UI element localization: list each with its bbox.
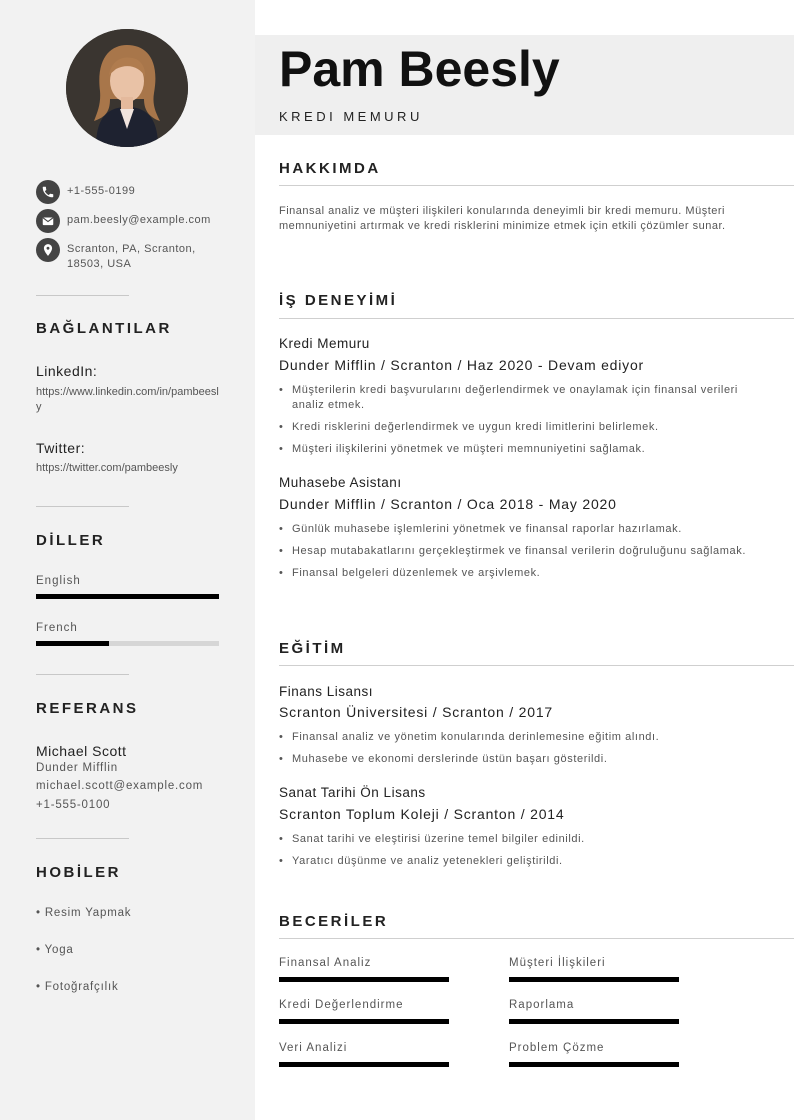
linkedin-link[interactable]: https://www.linkedin.com/in/pambeesly bbox=[36, 386, 219, 413]
phone-text: +1-555-0199 bbox=[67, 185, 136, 197]
reference-email[interactable]: michael.scott@example.com bbox=[36, 780, 204, 792]
skill-item bbox=[279, 1042, 449, 1067]
section-rule bbox=[279, 938, 794, 939]
list-item: • Müşteri ilişkilerini yönetmek ve müşteri memnuniyetini sağlamak. bbox=[279, 442, 749, 457]
skill-item bbox=[279, 957, 449, 982]
job-title: KREDI MEMURU bbox=[279, 109, 423, 124]
language-bar-english bbox=[36, 594, 219, 599]
profile-name: Pam Beesly bbox=[279, 41, 560, 97]
skill-label: Müşteri İlişkileri bbox=[509, 957, 606, 969]
list-item: • Finansal analiz ve yönetim konularında derinlemesine eğitim alındı. bbox=[279, 730, 749, 745]
education-degree: Finans Lisansı bbox=[279, 684, 374, 699]
list-item: • Finansal belgeleri düzenlemek ve arşivlemek. bbox=[279, 566, 749, 581]
skill-item bbox=[509, 957, 679, 982]
education-bullets bbox=[279, 832, 749, 876]
language-french: French bbox=[36, 622, 78, 634]
contact-phone bbox=[36, 180, 227, 204]
references-heading: REFERANS bbox=[36, 700, 139, 717]
languages-heading: DİLLER bbox=[36, 532, 106, 549]
reference-company: Dunder Mifflin bbox=[36, 762, 118, 774]
skill-item bbox=[509, 1042, 679, 1067]
experience-detail: Dunder Mifflin / Scranton / Haz 2020 - Devam ediyor bbox=[279, 357, 645, 373]
experience-role: Muhasebe Asistanı bbox=[279, 475, 402, 490]
hobby-item: • Fotoğrafçılık bbox=[36, 981, 119, 993]
email-text[interactable]: pam.beesly@example.com bbox=[67, 214, 211, 226]
hobby-item: • Resim Yapmak bbox=[36, 907, 132, 919]
skill-bar bbox=[279, 1062, 449, 1067]
skill-bar bbox=[509, 977, 679, 982]
phone-icon bbox=[36, 180, 60, 204]
skill-label: Kredi Değerlendirme bbox=[279, 999, 404, 1011]
divider bbox=[36, 506, 129, 507]
education-detail: Scranton Toplum Koleji / Scranton / 2014 bbox=[279, 806, 565, 822]
divider bbox=[36, 838, 129, 839]
skill-item bbox=[509, 999, 679, 1024]
section-rule bbox=[279, 665, 794, 666]
list-item: • Günlük muhasebe işlemlerini yönetmek ve finansal raporlar hazırlamak. bbox=[279, 522, 749, 537]
education-degree: Sanat Tarihi Ön Lisans bbox=[279, 785, 426, 800]
reference-name: Michael Scott bbox=[36, 743, 127, 759]
contact-location bbox=[36, 238, 217, 272]
skill-label: Veri Analizi bbox=[279, 1042, 348, 1054]
location-icon bbox=[36, 238, 60, 262]
education-heading: EĞİTİM bbox=[279, 640, 346, 657]
list-item: • Yaratıcı düşünme ve analiz yetenekleri geliştirildi. bbox=[279, 854, 749, 869]
section-rule bbox=[279, 318, 794, 319]
about-heading: HAKKIMDA bbox=[279, 160, 381, 177]
twitter-label: Twitter: bbox=[36, 440, 86, 456]
experience-bullets bbox=[279, 522, 749, 588]
contact-email bbox=[36, 209, 227, 233]
about-text: Finansal analiz ve müşteri ilişkileri konularında deneyimli bir kredi memuru. Müşteri memnuniyetini artırmak ve kredi risklerini minimize etmek için etkili çözümler sunar. bbox=[279, 205, 726, 232]
email-icon bbox=[36, 209, 60, 233]
list-item: • Kredi risklerini değerlendirmek ve uygun kredi limitlerini belirlemek. bbox=[279, 420, 749, 435]
divider bbox=[36, 295, 129, 296]
education-bullets bbox=[279, 730, 749, 774]
hobbies-heading: HOBİLER bbox=[36, 864, 121, 881]
twitter-link[interactable]: https://twitter.com/pambeesly bbox=[36, 462, 178, 474]
skill-label: Raporlama bbox=[509, 999, 575, 1011]
divider bbox=[36, 674, 129, 675]
experience-heading: İŞ DENEYİMİ bbox=[279, 292, 398, 309]
skill-bar bbox=[509, 1062, 679, 1067]
language-bar-french bbox=[36, 641, 219, 646]
list-item: • Hesap mutabakatlarını gerçekleştirmek ve finansal verilerin doğruluğunu sağlamak. bbox=[279, 544, 749, 559]
list-item: • Müşterilerin kredi başvurularını değerlendirmek ve onaylamak için finansal verileri analiz etmek. bbox=[279, 383, 749, 412]
profile-photo bbox=[66, 29, 188, 147]
skill-bar bbox=[279, 977, 449, 982]
section-rule bbox=[279, 185, 794, 186]
address-text: Scranton, PA, Scranton, 18503, USA bbox=[67, 243, 196, 270]
experience-bullets bbox=[279, 383, 749, 464]
education-detail: Scranton Üniversitesi / Scranton / 2017 bbox=[279, 704, 553, 720]
list-item: • Sanat tarihi ve eleştirisi üzerine temel bilgiler edinildi. bbox=[279, 832, 749, 847]
sidebar bbox=[0, 0, 255, 1120]
skill-bar bbox=[509, 1019, 679, 1024]
language-english: English bbox=[36, 575, 81, 587]
skill-item bbox=[279, 999, 449, 1024]
list-item: • Muhasebe ve ekonomi derslerinde üstün başarı gösterildi. bbox=[279, 752, 749, 767]
linkedin-label: LinkedIn: bbox=[36, 363, 98, 379]
reference-phone: +1-555-0100 bbox=[36, 799, 111, 811]
skill-bar bbox=[279, 1019, 449, 1024]
hobby-item: • Yoga bbox=[36, 944, 74, 956]
skills-heading: BECERİLER bbox=[279, 913, 389, 930]
skill-label: Finansal Analiz bbox=[279, 957, 372, 969]
skill-label: Problem Çözme bbox=[509, 1042, 605, 1054]
experience-detail: Dunder Mifflin / Scranton / Oca 2018 - May 2020 bbox=[279, 496, 617, 512]
experience-role: Kredi Memuru bbox=[279, 336, 370, 351]
links-heading: BAĞLANTILAR bbox=[36, 320, 172, 337]
avatar bbox=[66, 29, 188, 147]
